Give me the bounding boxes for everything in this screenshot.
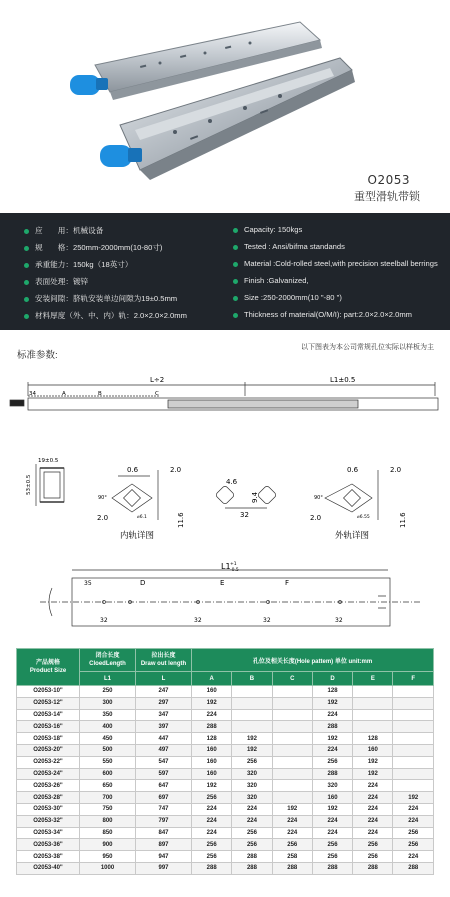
dim-l1-tol-minus: -0.5 (230, 568, 239, 573)
bullet-icon (24, 229, 29, 234)
table-cell (272, 686, 312, 698)
table-cell (393, 721, 434, 733)
dim-f: F (285, 579, 290, 587)
table-cell: 224 (312, 709, 352, 721)
table-row (17, 839, 434, 851)
dim-53: 53±0.5 (26, 474, 32, 495)
table-cell: 256 (393, 827, 434, 839)
inner-dim-20b: 2.0 (97, 514, 109, 522)
dim-34: 34 (29, 391, 36, 397)
table-cell: 297 (136, 697, 192, 709)
table-cell: 350 (80, 709, 136, 721)
table-cell: 224 (192, 815, 232, 827)
table-cell: 160 (192, 756, 232, 768)
table-cell: O2053-32" (17, 815, 80, 827)
table-cell: 1000 (80, 862, 136, 874)
table-cell: 288 (353, 862, 393, 874)
table-cell: 224 (353, 827, 393, 839)
table-cell: 247 (136, 686, 192, 698)
table-cell: 547 (136, 756, 192, 768)
spec-cn-finish: 表面处理：镀锌 (24, 276, 88, 287)
table-cell: 800 (80, 815, 136, 827)
table-row (17, 697, 434, 709)
table-cell: 192 (192, 697, 232, 709)
table-cell: O2053-16" (17, 721, 80, 733)
bullet-icon (24, 314, 29, 319)
table-cell (353, 686, 393, 698)
table-cell (272, 733, 312, 745)
spec-cn-size: 规 格：250mm-2000mm(10-80寸) (24, 242, 162, 253)
table-cell: O2053-36" (17, 839, 80, 851)
outer-dim-20b: 2.0 (310, 514, 322, 522)
table-cell: 700 (80, 792, 136, 804)
col-drawn-length: 拉出长度 Draw out length (136, 649, 192, 672)
table-cell (393, 780, 434, 792)
table-cell: 192 (312, 803, 352, 815)
table-cell: 256 (312, 851, 352, 863)
specs-panel (0, 213, 450, 330)
table-cell: 288 (192, 721, 232, 733)
table-cell: 224 (353, 780, 393, 792)
pattern-note: 以下图表为本公司常规孔位实际以样板为主 (301, 344, 434, 351)
sub-b: B (232, 672, 272, 686)
table-cell: 224 (312, 827, 352, 839)
table-cell: 224 (312, 744, 352, 756)
table-cell: 224 (393, 851, 434, 863)
table-cell: 320 (232, 780, 272, 792)
lock-lever-cap (70, 75, 108, 95)
table-cell: 224 (353, 815, 393, 827)
table-cell: 128 (353, 733, 393, 745)
mid-dim-46: 4.6 (226, 478, 238, 486)
bullet-icon (233, 262, 238, 267)
table-row (17, 780, 434, 792)
table-cell: 256 (312, 756, 352, 768)
bullet-icon (24, 246, 29, 251)
spec-en-finish: Finish :Galvanized, (233, 276, 309, 285)
table-row (17, 744, 434, 756)
table-cell (272, 721, 312, 733)
outer-rail-drawing (40, 570, 420, 626)
table-cell: O2053-24" (17, 768, 80, 780)
technical-drawing (0, 360, 450, 645)
table-row (17, 721, 434, 733)
table-row (17, 733, 434, 745)
table-cell: 647 (136, 780, 192, 792)
table-cell: 192 (232, 744, 272, 756)
spec-en-size: Size :250-2000mm(10 "-80 ") (233, 293, 342, 302)
spec-en-tested: Tested : Ansi/bifma standands (233, 242, 345, 251)
table-cell: 288 (393, 862, 434, 874)
table-cell: 288 (312, 721, 352, 733)
bullet-icon (233, 245, 238, 250)
outer-dim-06: 0.6 (347, 466, 359, 474)
dim-l1: L1±0.5 (330, 376, 356, 384)
table-cell: 160 (353, 744, 393, 756)
table-cell: 256 (192, 851, 232, 863)
table-cell: 224 (272, 827, 312, 839)
inner-dim-06: 0.6 (127, 466, 139, 474)
table-cell: 256 (192, 792, 232, 804)
table-cell (232, 709, 272, 721)
table-cell: 192 (192, 780, 232, 792)
table-cell: 224 (192, 827, 232, 839)
dim-l1-top: L1 (221, 562, 231, 571)
table-cell: O2053-34" (17, 827, 80, 839)
sub-a: A (192, 672, 232, 686)
mid-dim-32: 32 (240, 511, 249, 519)
table-cell: 997 (136, 862, 192, 874)
table-cell: 192 (312, 733, 352, 745)
table-row (17, 851, 434, 863)
table-cell: 224 (393, 803, 434, 815)
table-cell: 224 (353, 792, 393, 804)
table-cell: 224 (353, 803, 393, 815)
table-cell: 224 (312, 815, 352, 827)
table-cell (272, 792, 312, 804)
col-closed-length: 闭合长度 CloedLength (80, 649, 136, 672)
table-cell: 747 (136, 803, 192, 815)
inner-dim-20: 2.0 (170, 466, 182, 474)
outer-angle: 90° (314, 495, 323, 501)
table-cell: 947 (136, 851, 192, 863)
table-cell: 256 (272, 839, 312, 851)
dim-19: 19±0.5 (38, 458, 59, 464)
table-cell: 250 (80, 686, 136, 698)
table-row (17, 709, 434, 721)
dim-35: 35 (84, 580, 92, 587)
dim-e: E (220, 579, 225, 587)
spec-cn-application: 应 用：机械设备 (24, 225, 103, 236)
table-cell: 697 (136, 792, 192, 804)
table-cell: 320 (312, 780, 352, 792)
table-cell: 497 (136, 744, 192, 756)
outer-dim-20: 2.0 (390, 466, 402, 474)
table-cell (393, 756, 434, 768)
table-cell: 797 (136, 815, 192, 827)
table-cell (393, 744, 434, 756)
model-title: 重型滑轨带锁 (354, 190, 420, 203)
table-cell: 950 (80, 851, 136, 863)
table-cell: O2053-20" (17, 744, 80, 756)
outer-caption: 外轨详图 (335, 531, 370, 541)
table-cell: O2053-14" (17, 709, 80, 721)
spec-cn-clearance: 安装间隙：脐轨安装单边间隙为19±0.5mm (24, 293, 177, 304)
table-cell: 192 (312, 697, 352, 709)
table-cell: 600 (80, 768, 136, 780)
table-cell (272, 756, 312, 768)
table-cell: 160 (192, 768, 232, 780)
table-cell (353, 709, 393, 721)
table-cell: 256 (232, 756, 272, 768)
table-cell: 447 (136, 733, 192, 745)
table-row (17, 686, 434, 698)
table-cell: O2053-22" (17, 756, 80, 768)
table-cell: 897 (136, 839, 192, 851)
table-cell: 550 (80, 756, 136, 768)
table-cell (232, 697, 272, 709)
table-cell (272, 768, 312, 780)
table-cell (232, 686, 272, 698)
dim-c: C (155, 391, 159, 397)
table-cell: O2053-28" (17, 792, 80, 804)
table-cell: O2053-12" (17, 697, 80, 709)
pitch-32-c: 32 (263, 617, 271, 624)
table-cell (353, 697, 393, 709)
table-cell: 160 (192, 744, 232, 756)
outer-diameter: ⌀6.55 (357, 515, 370, 520)
pitch-32-d: 32 (335, 617, 343, 624)
table-row (17, 803, 434, 815)
bullet-icon (233, 296, 238, 301)
table-cell: 288 (192, 862, 232, 874)
table-cell: 597 (136, 768, 192, 780)
table-cell (393, 709, 434, 721)
table-cell: 650 (80, 780, 136, 792)
table-row (17, 815, 434, 827)
sub-e: E (353, 672, 393, 686)
table-row (17, 827, 434, 839)
table-cell: 347 (136, 709, 192, 721)
table-cell (393, 697, 434, 709)
bullet-icon (233, 279, 238, 284)
table-cell: 256 (312, 839, 352, 851)
table-cell: 224 (393, 815, 434, 827)
spec-cn-thickness: 材料厚度（外、中、内）轨：2.0×2.0×2.0mm (24, 310, 187, 321)
table-cell: 500 (80, 744, 136, 756)
sub-d: D (312, 672, 352, 686)
table-cell: 256 (232, 827, 272, 839)
outer-dim-116: 11.6 (399, 512, 407, 528)
table-cell: 750 (80, 803, 136, 815)
table-cell: 450 (80, 733, 136, 745)
table-cell: 128 (312, 686, 352, 698)
table-cell: 300 (80, 697, 136, 709)
table-cell: 397 (136, 721, 192, 733)
table-cell (272, 709, 312, 721)
dim-l-half: L÷2 (150, 376, 165, 384)
dim-a: A (62, 391, 66, 397)
table-cell: O2053-30" (17, 803, 80, 815)
col-product-size: 产品规格 Product Size (17, 649, 80, 686)
inner-detail (112, 470, 158, 520)
table-cell: 256 (232, 839, 272, 851)
table-cell (272, 780, 312, 792)
table-cell (232, 721, 272, 733)
table-cell: 192 (353, 768, 393, 780)
mid-detail (215, 485, 277, 508)
lock-lever-cap-lower (100, 145, 142, 167)
table-cell: 288 (232, 862, 272, 874)
table-cell: 900 (80, 839, 136, 851)
table-cell: 288 (272, 862, 312, 874)
dim-d: D (140, 579, 146, 587)
table-cell: 128 (192, 733, 232, 745)
table-cell: 847 (136, 827, 192, 839)
sub-l: L (136, 672, 192, 686)
outer-detail (325, 470, 378, 520)
pitch-32-b: 32 (194, 617, 202, 624)
table-cell: 224 (192, 709, 232, 721)
table-cell: 192 (272, 803, 312, 815)
table-cell: 256 (353, 839, 393, 851)
table-cell: 160 (312, 792, 352, 804)
table-cell: 320 (232, 768, 272, 780)
table-cell: 160 (192, 686, 232, 698)
bullet-icon (233, 313, 238, 318)
table-row (17, 768, 434, 780)
table-row (17, 756, 434, 768)
table-cell: O2053-26" (17, 780, 80, 792)
table-cell: 224 (232, 815, 272, 827)
table-row (17, 792, 434, 804)
table-cell: 288 (232, 851, 272, 863)
hole-pattern-table (16, 648, 434, 875)
table-cell (393, 686, 434, 698)
table-cell: O2053-38" (17, 851, 80, 863)
product-photo (0, 0, 450, 213)
inner-caption: 内轨详图 (120, 531, 155, 541)
table-cell (393, 768, 434, 780)
table-cell: 400 (80, 721, 136, 733)
table-cell: 320 (232, 792, 272, 804)
bullet-icon (24, 263, 29, 268)
table-cell: 288 (312, 768, 352, 780)
pitch-32-a: 32 (100, 617, 108, 624)
table-cell: 192 (232, 733, 272, 745)
table-cell: 224 (272, 815, 312, 827)
cross-section (36, 464, 64, 506)
spec-en-capacity: Capacity: 150kgs (233, 225, 302, 234)
bullet-icon (24, 297, 29, 302)
table-cell: 192 (353, 756, 393, 768)
mid-dim-94: 9.4 (251, 491, 259, 503)
inner-diameter: ⌀6.1 (137, 515, 147, 520)
dim-b: B (98, 391, 102, 397)
bullet-icon (233, 228, 238, 233)
table-cell: 850 (80, 827, 136, 839)
table-cell: O2053-18" (17, 733, 80, 745)
spec-en-thickness: Thickness of material(O/M/I): part:2.0×2.0×2.0mm (233, 310, 412, 319)
sub-l1: L1 (80, 672, 136, 686)
spec-cn-capacity: 承重能力：150kg（18英寸） (24, 259, 132, 270)
table-cell: 256 (192, 839, 232, 851)
dim-l1-tol-plus: +1 (230, 562, 237, 567)
inner-dim-116: 11.6 (177, 512, 185, 528)
bullet-icon (24, 280, 29, 285)
table-cell: 256 (353, 851, 393, 863)
table-cell: 256 (393, 839, 434, 851)
table-cell: 258 (272, 851, 312, 863)
table-cell (272, 697, 312, 709)
table-cell: 224 (232, 803, 272, 815)
col-hole-pattern: 孔位及相关长度(Hole pattem) 单位 unit:mm (192, 649, 434, 672)
inner-angle: 90° (98, 495, 107, 501)
sub-c: C (272, 672, 312, 686)
standard-params-heading: 标准参数: (17, 350, 58, 361)
table-cell (353, 721, 393, 733)
table-cell: O2053-10" (17, 686, 80, 698)
table-cell: 288 (312, 862, 352, 874)
table-cell: 224 (192, 803, 232, 815)
spec-en-material: Material :Cold-rolled steel,with precision steelball berrings (233, 259, 438, 268)
sub-f: F (393, 672, 434, 686)
model-code: O2053 (367, 173, 410, 187)
table-cell: 192 (393, 792, 434, 804)
table-cell: O2053-40" (17, 862, 80, 874)
table-cell (272, 744, 312, 756)
table-row (17, 862, 434, 874)
table-cell (393, 733, 434, 745)
